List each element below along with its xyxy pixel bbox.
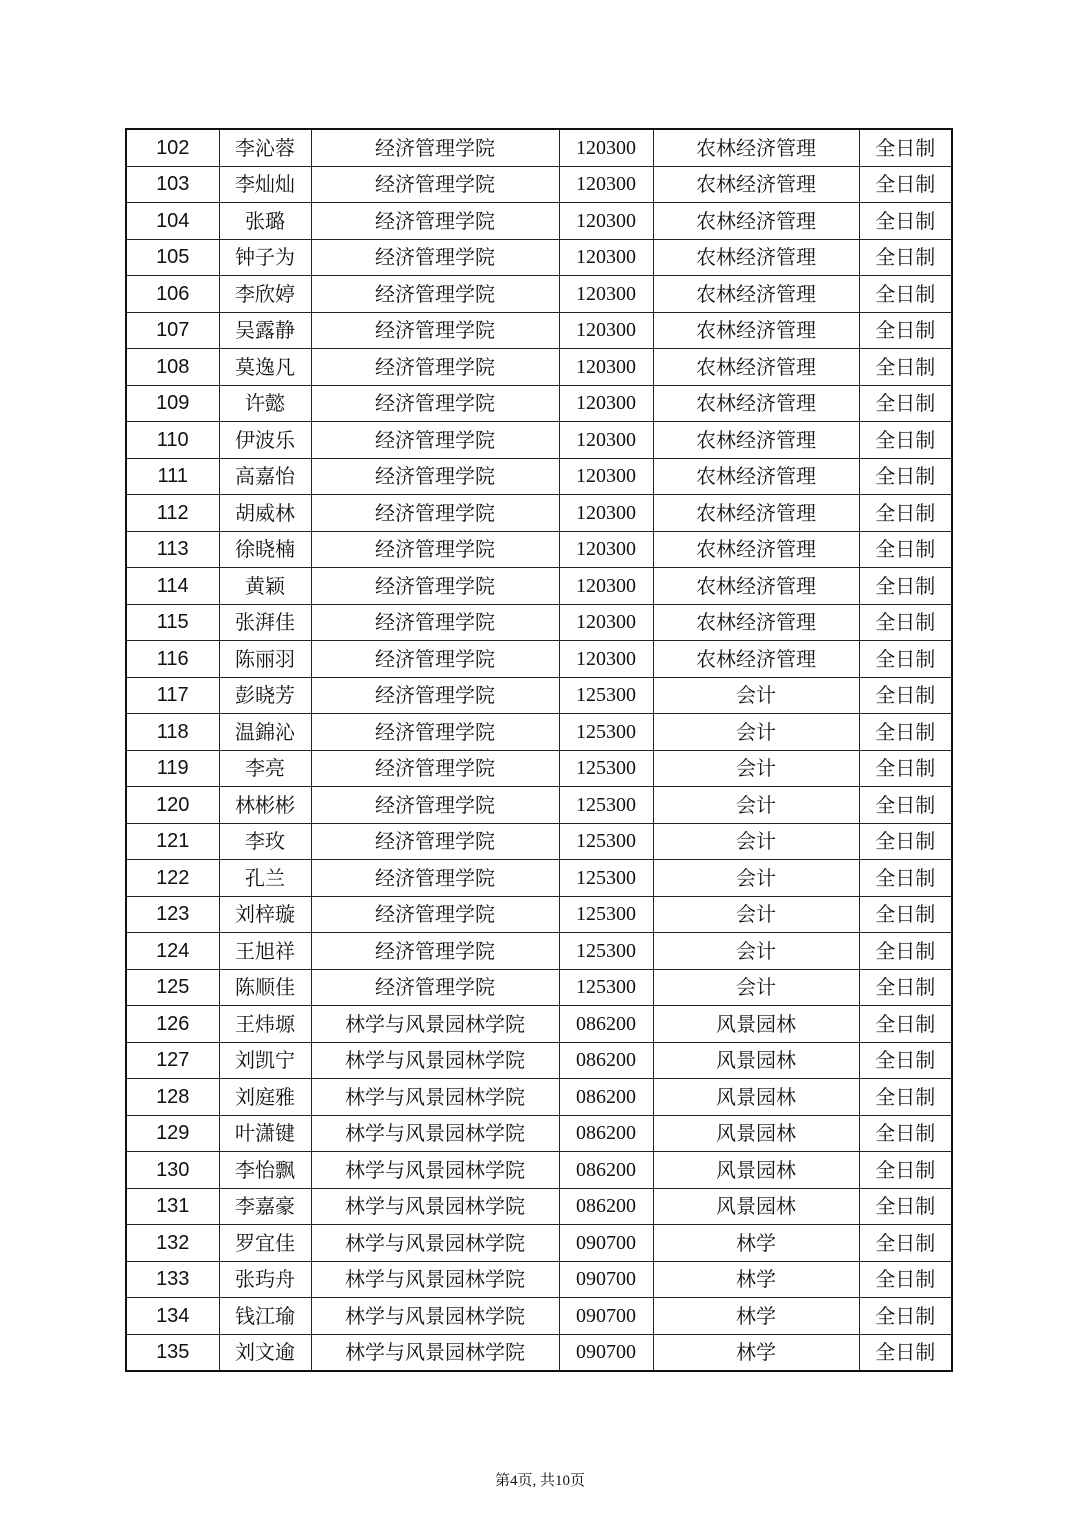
- student-name-cell: 陈丽羽: [219, 641, 311, 678]
- study-mode-cell: 全日制: [859, 129, 952, 166]
- student-name-cell: 刘文逾: [219, 1334, 311, 1371]
- study-mode-cell: 全日制: [859, 312, 952, 349]
- study-mode-cell: 全日制: [859, 239, 952, 276]
- student-name-cell: 彭晓芳: [219, 677, 311, 714]
- table-row: [126, 129, 952, 166]
- row-number-cell: 118: [126, 714, 219, 751]
- table-row: [126, 1079, 952, 1116]
- major-name-cell: 农林经济管理: [653, 349, 859, 386]
- major-name-cell: 风景园林: [653, 1079, 859, 1116]
- row-number-cell: 126: [126, 1006, 219, 1043]
- college-cell: 经济管理学院: [311, 787, 559, 824]
- student-name-cell: 刘凯宁: [219, 1042, 311, 1079]
- college-cell: 经济管理学院: [311, 495, 559, 532]
- row-number-cell: 129: [126, 1115, 219, 1152]
- row-number-cell: 111: [126, 458, 219, 495]
- row-number-cell: 131: [126, 1188, 219, 1225]
- major-code-cell: 120300: [559, 604, 653, 641]
- student-name-cell: 莫逸凡: [219, 349, 311, 386]
- major-name-cell: 会计: [653, 750, 859, 787]
- table-row: [126, 312, 952, 349]
- study-mode-cell: 全日制: [859, 203, 952, 240]
- major-code-cell: 125300: [559, 969, 653, 1006]
- row-number-cell: 102: [126, 129, 219, 166]
- college-cell: 林学与风景园林学院: [311, 1115, 559, 1152]
- major-code-cell: 120300: [559, 312, 653, 349]
- table-row: [126, 239, 952, 276]
- row-number-cell: 117: [126, 677, 219, 714]
- major-code-cell: 086200: [559, 1188, 653, 1225]
- major-code-cell: 086200: [559, 1042, 653, 1079]
- table-row: [126, 422, 952, 459]
- major-code-cell: 120300: [559, 531, 653, 568]
- table-row: [126, 1225, 952, 1262]
- college-cell: 经济管理学院: [311, 312, 559, 349]
- table-row: [126, 1298, 952, 1335]
- college-cell: 林学与风景园林学院: [311, 1006, 559, 1043]
- student-name-cell: 王炜塬: [219, 1006, 311, 1043]
- table-body: [126, 129, 952, 1371]
- college-cell: 林学与风景园林学院: [311, 1152, 559, 1189]
- study-mode-cell: 全日制: [859, 385, 952, 422]
- student-name-cell: 刘梓璇: [219, 896, 311, 933]
- row-number-cell: 119: [126, 750, 219, 787]
- admission-list-table: [125, 128, 953, 1372]
- row-number-cell: 121: [126, 823, 219, 860]
- major-name-cell: 农林经济管理: [653, 568, 859, 605]
- table-row: [126, 531, 952, 568]
- student-name-cell: 李嘉豪: [219, 1188, 311, 1225]
- college-cell: 经济管理学院: [311, 203, 559, 240]
- row-number-cell: 123: [126, 896, 219, 933]
- study-mode-cell: 全日制: [859, 677, 952, 714]
- major-code-cell: 125300: [559, 787, 653, 824]
- study-mode-cell: 全日制: [859, 166, 952, 203]
- college-cell: 经济管理学院: [311, 129, 559, 166]
- study-mode-cell: 全日制: [859, 1334, 952, 1371]
- study-mode-cell: 全日制: [859, 276, 952, 313]
- table-row: [126, 641, 952, 678]
- table-row: [126, 933, 952, 970]
- row-number-cell: 110: [126, 422, 219, 459]
- study-mode-cell: 全日制: [859, 896, 952, 933]
- student-name-cell: 徐晓楠: [219, 531, 311, 568]
- major-name-cell: 农林经济管理: [653, 239, 859, 276]
- table-row: [126, 1188, 952, 1225]
- major-name-cell: 会计: [653, 896, 859, 933]
- major-name-cell: 风景园林: [653, 1152, 859, 1189]
- major-name-cell: 农林经济管理: [653, 129, 859, 166]
- student-name-cell: 张璐: [219, 203, 311, 240]
- major-code-cell: 090700: [559, 1298, 653, 1335]
- row-number-cell: 113: [126, 531, 219, 568]
- student-name-cell: 胡威林: [219, 495, 311, 532]
- major-name-cell: 风景园林: [653, 1042, 859, 1079]
- major-code-cell: 120300: [559, 239, 653, 276]
- study-mode-cell: 全日制: [859, 860, 952, 897]
- table-row: [126, 276, 952, 313]
- major-code-cell: 125300: [559, 933, 653, 970]
- student-name-cell: 李怡飘: [219, 1152, 311, 1189]
- college-cell: 经济管理学院: [311, 823, 559, 860]
- major-name-cell: 农林经济管理: [653, 203, 859, 240]
- student-name-cell: 林彬彬: [219, 787, 311, 824]
- student-name-cell: 吴露静: [219, 312, 311, 349]
- major-name-cell: 会计: [653, 860, 859, 897]
- student-name-cell: 温錦沁: [219, 714, 311, 751]
- table-row: [126, 1152, 952, 1189]
- table-row: [126, 969, 952, 1006]
- study-mode-cell: 全日制: [859, 1079, 952, 1116]
- major-name-cell: 农林经济管理: [653, 166, 859, 203]
- study-mode-cell: 全日制: [859, 641, 952, 678]
- major-name-cell: 风景园林: [653, 1188, 859, 1225]
- college-cell: 经济管理学院: [311, 641, 559, 678]
- major-name-cell: 会计: [653, 714, 859, 751]
- table-row: [126, 714, 952, 751]
- major-name-cell: 林学: [653, 1298, 859, 1335]
- college-cell: 林学与风景园林学院: [311, 1042, 559, 1079]
- student-name-cell: 孔兰: [219, 860, 311, 897]
- major-code-cell: 120300: [559, 422, 653, 459]
- student-name-cell: 李沁蓉: [219, 129, 311, 166]
- major-name-cell: 林学: [653, 1334, 859, 1371]
- row-number-cell: 125: [126, 969, 219, 1006]
- college-cell: 经济管理学院: [311, 860, 559, 897]
- table-row: [126, 677, 952, 714]
- study-mode-cell: 全日制: [859, 1261, 952, 1298]
- study-mode-cell: 全日制: [859, 714, 952, 751]
- row-number-cell: 106: [126, 276, 219, 313]
- college-cell: 林学与风景园林学院: [311, 1298, 559, 1335]
- college-cell: 经济管理学院: [311, 349, 559, 386]
- study-mode-cell: 全日制: [859, 531, 952, 568]
- student-name-cell: 许懿: [219, 385, 311, 422]
- major-code-cell: 120300: [559, 641, 653, 678]
- row-number-cell: 116: [126, 641, 219, 678]
- major-code-cell: 120300: [559, 385, 653, 422]
- row-number-cell: 132: [126, 1225, 219, 1262]
- student-name-cell: 李亮: [219, 750, 311, 787]
- major-code-cell: 090700: [559, 1334, 653, 1371]
- row-number-cell: 128: [126, 1079, 219, 1116]
- study-mode-cell: 全日制: [859, 1115, 952, 1152]
- study-mode-cell: 全日制: [859, 604, 952, 641]
- major-code-cell: 090700: [559, 1225, 653, 1262]
- page-number-footer: 第4页, 共10页: [494, 1473, 585, 1489]
- major-code-cell: 125300: [559, 677, 653, 714]
- study-mode-cell: 全日制: [859, 1152, 952, 1189]
- major-code-cell: 125300: [559, 823, 653, 860]
- college-cell: 林学与风景园林学院: [311, 1334, 559, 1371]
- college-cell: 经济管理学院: [311, 896, 559, 933]
- college-cell: 经济管理学院: [311, 969, 559, 1006]
- major-name-cell: 农林经济管理: [653, 531, 859, 568]
- major-code-cell: 120300: [559, 495, 653, 532]
- college-cell: 林学与风景园林学院: [311, 1261, 559, 1298]
- major-name-cell: 会计: [653, 787, 859, 824]
- table-row: [126, 385, 952, 422]
- major-name-cell: 会计: [653, 823, 859, 860]
- student-name-cell: 罗宜佳: [219, 1225, 311, 1262]
- major-name-cell: 会计: [653, 969, 859, 1006]
- row-number-cell: 107: [126, 312, 219, 349]
- study-mode-cell: 全日制: [859, 823, 952, 860]
- major-name-cell: 农林经济管理: [653, 458, 859, 495]
- study-mode-cell: 全日制: [859, 458, 952, 495]
- study-mode-cell: 全日制: [859, 1188, 952, 1225]
- major-name-cell: 农林经济管理: [653, 641, 859, 678]
- college-cell: 林学与风景园林学院: [311, 1079, 559, 1116]
- study-mode-cell: 全日制: [859, 1225, 952, 1262]
- student-name-cell: 张玙舟: [219, 1261, 311, 1298]
- major-code-cell: 086200: [559, 1115, 653, 1152]
- major-code-cell: 120300: [559, 568, 653, 605]
- student-name-cell: 张湃佳: [219, 604, 311, 641]
- row-number-cell: 115: [126, 604, 219, 641]
- row-number-cell: 105: [126, 239, 219, 276]
- study-mode-cell: 全日制: [859, 1298, 952, 1335]
- college-cell: 经济管理学院: [311, 568, 559, 605]
- college-cell: 经济管理学院: [311, 933, 559, 970]
- major-name-cell: 农林经济管理: [653, 385, 859, 422]
- table-row: [126, 458, 952, 495]
- row-number-cell: 135: [126, 1334, 219, 1371]
- college-cell: 林学与风景园林学院: [311, 1225, 559, 1262]
- major-code-cell: 125300: [559, 896, 653, 933]
- student-name-cell: 钟子为: [219, 239, 311, 276]
- student-name-cell: 李欣婷: [219, 276, 311, 313]
- major-name-cell: 会计: [653, 677, 859, 714]
- table-row: [126, 750, 952, 787]
- study-mode-cell: 全日制: [859, 1042, 952, 1079]
- student-name-cell: 李玫: [219, 823, 311, 860]
- study-mode-cell: 全日制: [859, 750, 952, 787]
- table-row: [126, 860, 952, 897]
- major-name-cell: 林学: [653, 1225, 859, 1262]
- student-name-cell: 黄颖: [219, 568, 311, 605]
- college-cell: 经济管理学院: [311, 166, 559, 203]
- major-name-cell: 风景园林: [653, 1115, 859, 1152]
- student-name-cell: 叶潇键: [219, 1115, 311, 1152]
- row-number-cell: 124: [126, 933, 219, 970]
- student-name-cell: 王旭祥: [219, 933, 311, 970]
- row-number-cell: 104: [126, 203, 219, 240]
- college-cell: 经济管理学院: [311, 604, 559, 641]
- student-name-cell: 刘庭雅: [219, 1079, 311, 1116]
- table-row: [126, 1261, 952, 1298]
- row-number-cell: 120: [126, 787, 219, 824]
- college-cell: 经济管理学院: [311, 239, 559, 276]
- major-name-cell: 林学: [653, 1261, 859, 1298]
- major-name-cell: 会计: [653, 933, 859, 970]
- college-cell: 经济管理学院: [311, 422, 559, 459]
- study-mode-cell: 全日制: [859, 1006, 952, 1043]
- college-cell: 经济管理学院: [311, 714, 559, 751]
- table-row: [126, 823, 952, 860]
- major-code-cell: 120300: [559, 166, 653, 203]
- major-name-cell: 农林经济管理: [653, 312, 859, 349]
- row-number-cell: 109: [126, 385, 219, 422]
- table-row: [126, 604, 952, 641]
- major-code-cell: 090700: [559, 1261, 653, 1298]
- college-cell: 经济管理学院: [311, 276, 559, 313]
- major-code-cell: 120300: [559, 349, 653, 386]
- study-mode-cell: 全日制: [859, 349, 952, 386]
- row-number-cell: 112: [126, 495, 219, 532]
- student-name-cell: 伊波乐: [219, 422, 311, 459]
- college-cell: 经济管理学院: [311, 531, 559, 568]
- student-name-cell: 高嘉怡: [219, 458, 311, 495]
- table-row: [126, 896, 952, 933]
- table-row: [126, 1042, 952, 1079]
- major-name-cell: 农林经济管理: [653, 604, 859, 641]
- table-row: [126, 1334, 952, 1371]
- college-cell: 经济管理学院: [311, 458, 559, 495]
- row-number-cell: 130: [126, 1152, 219, 1189]
- student-name-cell: 李灿灿: [219, 166, 311, 203]
- college-cell: 林学与风景园林学院: [311, 1188, 559, 1225]
- major-name-cell: 农林经济管理: [653, 422, 859, 459]
- table-row: [126, 568, 952, 605]
- study-mode-cell: 全日制: [859, 787, 952, 824]
- major-name-cell: 风景园林: [653, 1006, 859, 1043]
- study-mode-cell: 全日制: [859, 933, 952, 970]
- major-code-cell: 086200: [559, 1152, 653, 1189]
- major-name-cell: 农林经济管理: [653, 495, 859, 532]
- major-code-cell: 120300: [559, 276, 653, 313]
- study-mode-cell: 全日制: [859, 969, 952, 1006]
- row-number-cell: 103: [126, 166, 219, 203]
- major-code-cell: 086200: [559, 1079, 653, 1116]
- major-code-cell: 120300: [559, 129, 653, 166]
- row-number-cell: 134: [126, 1298, 219, 1335]
- major-code-cell: 125300: [559, 714, 653, 751]
- major-code-cell: 120300: [559, 203, 653, 240]
- table-row: [126, 787, 952, 824]
- row-number-cell: 133: [126, 1261, 219, 1298]
- major-name-cell: 农林经济管理: [653, 276, 859, 313]
- table-row: [126, 166, 952, 203]
- row-number-cell: 114: [126, 568, 219, 605]
- major-code-cell: 125300: [559, 860, 653, 897]
- college-cell: 经济管理学院: [311, 677, 559, 714]
- major-code-cell: 125300: [559, 750, 653, 787]
- study-mode-cell: 全日制: [859, 495, 952, 532]
- major-code-cell: 120300: [559, 458, 653, 495]
- student-name-cell: 钱江瑜: [219, 1298, 311, 1335]
- table-row: [126, 203, 952, 240]
- study-mode-cell: 全日制: [859, 568, 952, 605]
- study-mode-cell: 全日制: [859, 422, 952, 459]
- major-code-cell: 086200: [559, 1006, 653, 1043]
- row-number-cell: 127: [126, 1042, 219, 1079]
- table-row: [126, 1006, 952, 1043]
- table-row: [126, 495, 952, 532]
- college-cell: 经济管理学院: [311, 385, 559, 422]
- row-number-cell: 108: [126, 349, 219, 386]
- table-row: [126, 1115, 952, 1152]
- row-number-cell: 122: [126, 860, 219, 897]
- college-cell: 经济管理学院: [311, 750, 559, 787]
- table-row: [126, 349, 952, 386]
- student-name-cell: 陈顺佳: [219, 969, 311, 1006]
